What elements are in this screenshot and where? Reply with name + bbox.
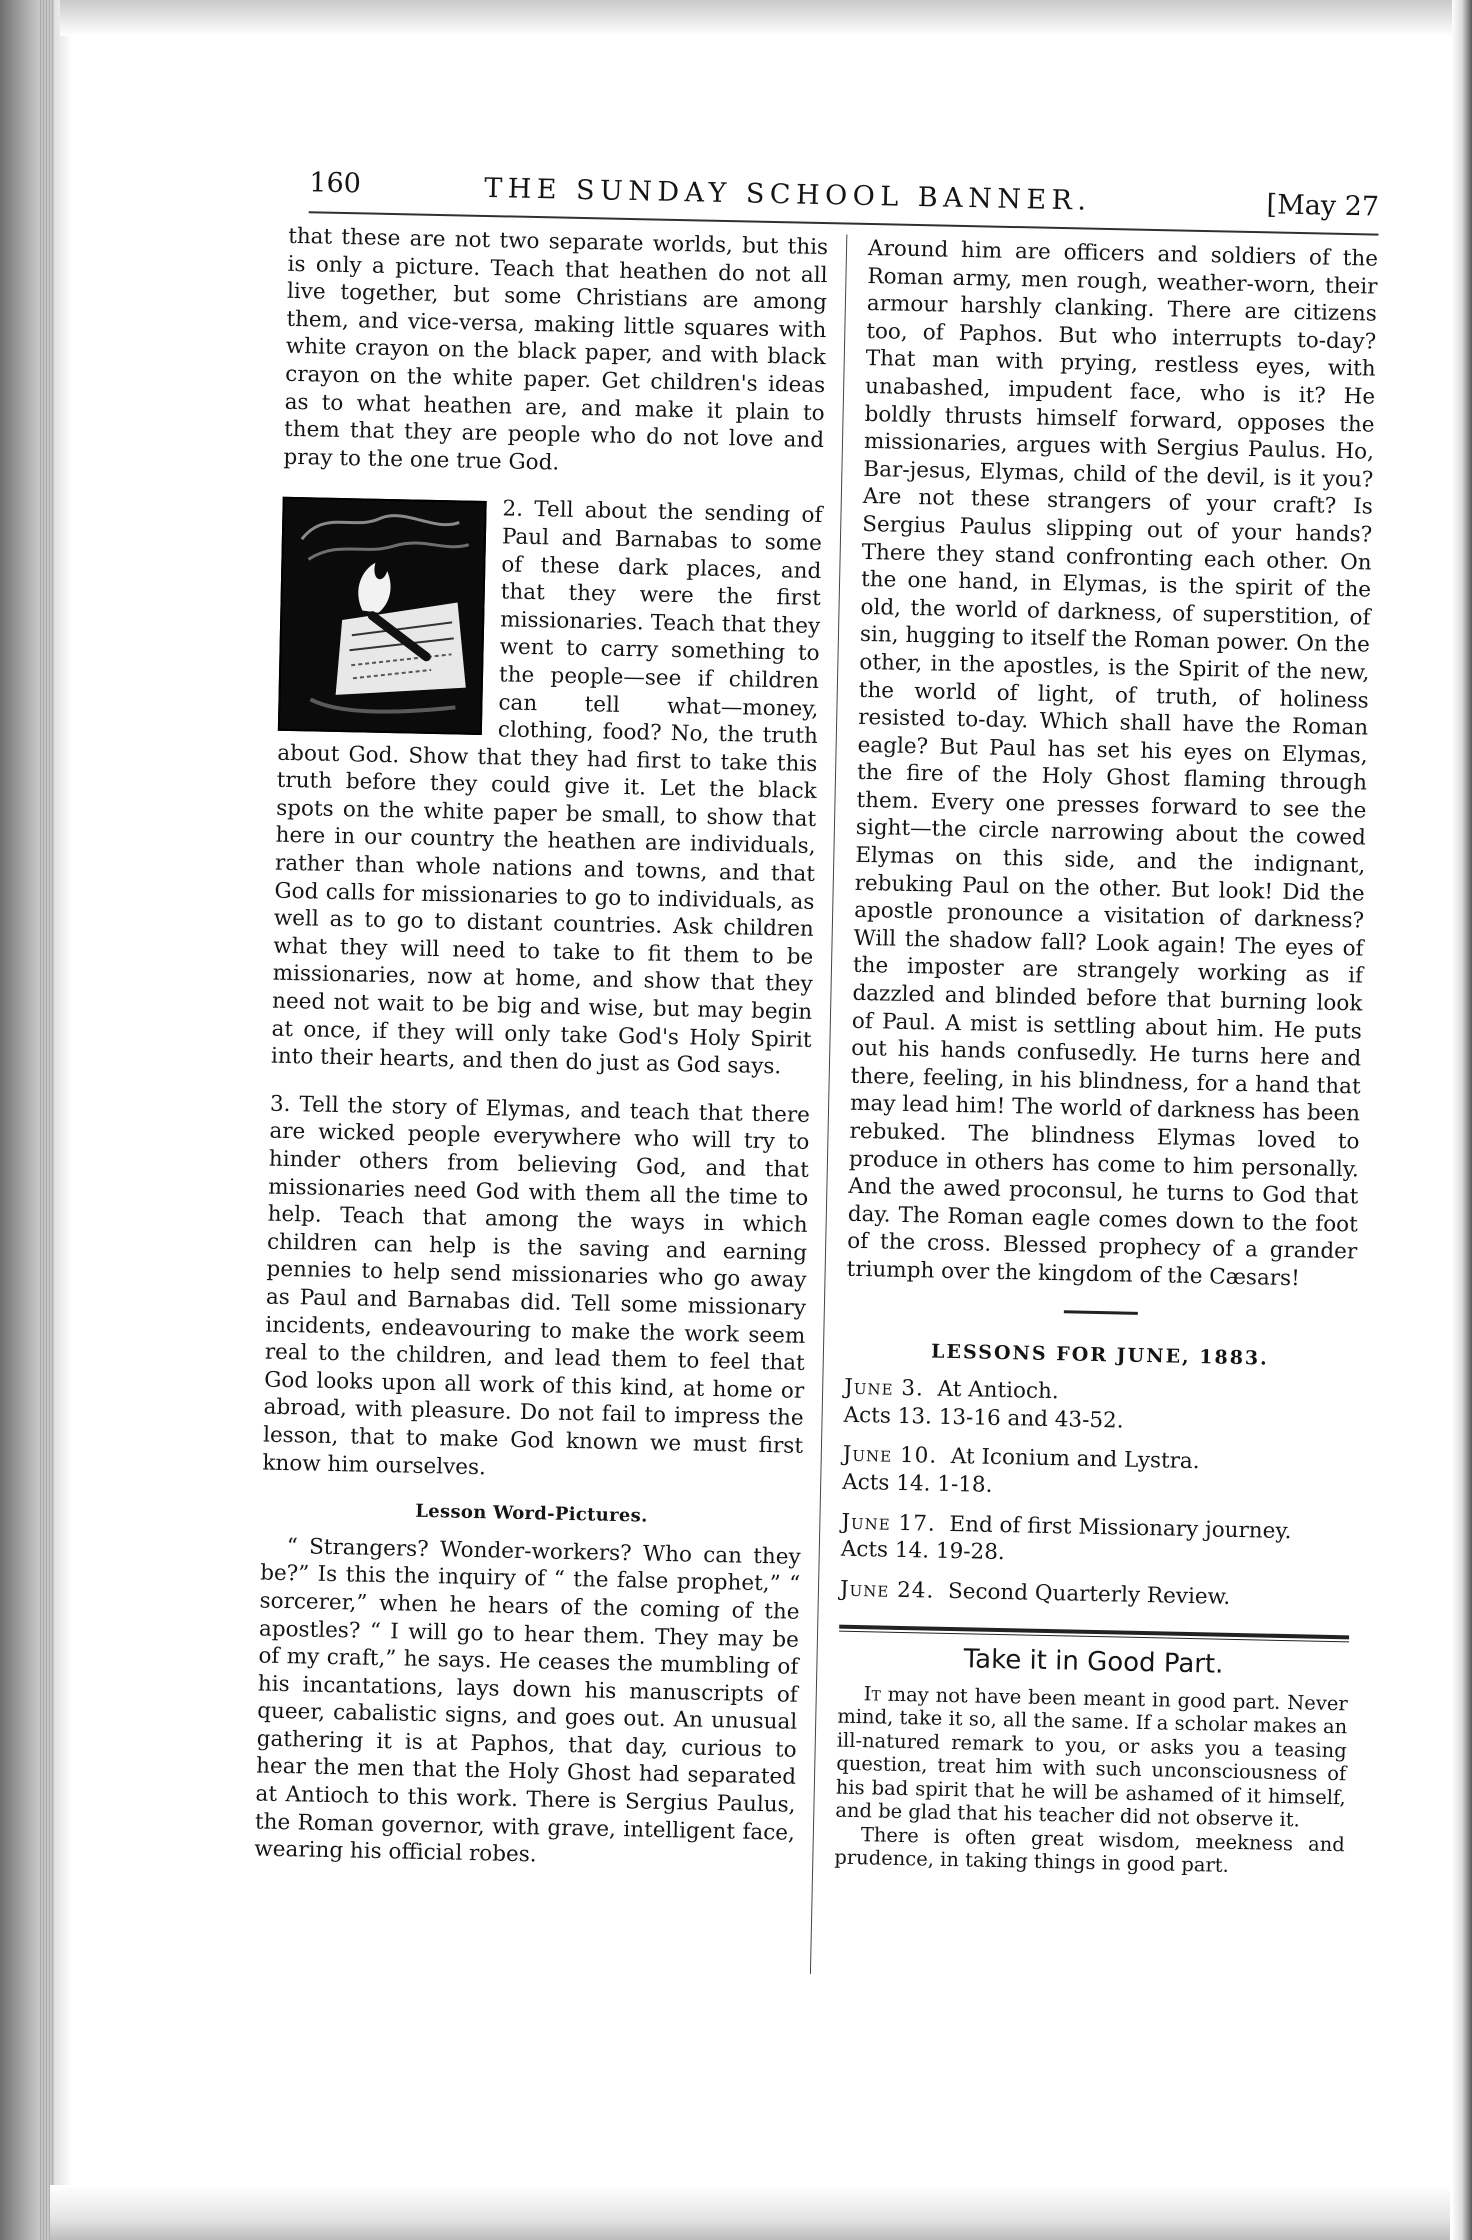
page-stack-edges: [40, 0, 54, 2240]
article-lead-word: It: [863, 1682, 882, 1706]
section-heading-word-pictures: Lesson Word-Pictures.: [415, 1500, 648, 1527]
right-page-edge: [1452, 0, 1472, 2240]
paragraph-heathen-worlds: that these are not two separate worlds, but this is only a picture. Teach that heathen do not all live together, but some Christians are among them, and vice-versa, making little squares with white crayon on the black paper, and with black crayon on the white paper. Get children's ideas as to what heathen are, and make it plain to them that they are people who do not love and pray to the one true God.: [283, 223, 829, 476]
page-number: 160: [309, 167, 362, 200]
lesson-title: At Antioch.: [937, 1376, 1059, 1405]
article-divider: [839, 1625, 1349, 1643]
issue-date: [May 27: [1266, 189, 1380, 223]
lesson-reference: Acts 14. 19-28.: [840, 1536, 1005, 1566]
lesson-entry: [841, 1508, 1352, 1574]
right-column: [834, 235, 1378, 1880]
lesson-reference: Acts 13. 13-16 and 43-52.: [843, 1402, 1124, 1434]
lesson-date: June 24.: [839, 1576, 935, 1604]
printed-page: [210, 150, 1380, 2093]
left-column: [254, 223, 828, 1875]
lesson-date: June 17.: [841, 1509, 937, 1537]
article-paragraph: There is often great wisdom, meekness and prudence, in taking things in good part.: [834, 1823, 1345, 1878]
lesson-title: At Iconium and Lystra.: [950, 1444, 1200, 1475]
periodical-title: THE SUNDAY SCHOOL BANNER.: [483, 172, 1092, 217]
lesson-date: June 3.: [843, 1374, 925, 1402]
section-separator: [1064, 1310, 1138, 1315]
paragraph-strangers: “ Strangers? Wonder-workers? Who can they be?” Is this the inquiry of “ the false prophet,” “ sorcerer,” when he hears of the coming of the apostles? “ I will go to hear them. They may be of my craft,” he says. He ceases the mumbling of his incantations, lays down his manuscripts of queer, cabalistic signs, and goes out. An unusual gathering it is at Paphos, that day, curious to hear the men that the Holy Ghost had separated at Antioch to this work. There is Sergius Paulus, the Roman governor, with grave, intelligent face, wearing his official robes.: [254, 1533, 801, 1868]
burning-scroll-engraving: [280, 499, 485, 733]
woodcut-illustration: [278, 497, 487, 735]
lesson-reference: Acts 14. 1-18.: [841, 1469, 993, 1498]
lesson-entry: [842, 1441, 1353, 1507]
paragraph-sending-of-paul: 2. Tell about the sending of Paul and Barnabas to some of these dark places, and that they were the first missionaries. Teach that they went to carry something to the people—see if children can tell what—money, clothing, food? No, the truth about God. Show that they had first to take this truth before they could give it. Let the black spots on the white paper be small, to show that here in our country the heathen are individuals, rather than whole nations and towns, and that God calls for missionaries to go to individuals, as well as to go to distant countries. Ask children what they will need to take to fit them to be missionaries, now at home, and show that they need not wait to be big and wise, but may begin at once, if they will only take God's Holy Spirit into their hearts, and then do just as God says.: [270, 496, 823, 1080]
lesson-title: Second Quarterly Review.: [947, 1578, 1231, 1610]
lessons-heading: LESSONS FOR JUNE, 1883.: [930, 1340, 1269, 1370]
paragraph-sergius-paulus: Around him are officers and soldiers of the Roman army, men rough, weather-worn, their armour harshly clanking. There are citizens too, of Paphos. But who interrupts to-day? That man with prying, restless eyes, with unabashed, impudent face, who is it? He boldly thrusts himself forward, opposes the missionaries, argues with Sergius Paulus. Ho, Bar-jesus, Elymas, child of the devil, is it you? Are not these strangers of your craft? Is Sergius Paulus slipping out of your hands? There they stand confronting each other. On the one hand, in Elymas, is the spirit of the old, the world of darkness, of superstition, of sin, hugging to itself the Roman power. On the other, in the apostles, is the Spirit of the new, the world of light, of truth, of holiness resisted to-day. Which shall have the Roman eagle? But Paul has set his eyes on Elymas, the fire of the Holy Ghost flaming through them. Every one presses forward to see the sight—the circle narrowing about the cowed Elymas on this side, and the indignant, rebuking Paul on the other. But look! Did the apostle pronounce a visitation of darkness? Will the shadow fall? Look again! The eyes of the imposter are strangely working as if dazzled and blinded before that burning look of Paul. A mist is settling about him. He puts out his hands confusedly. He turns here and there, feeling, in his blindness, for a hand that may lead him! The world of darkness has been rebuked. The blindness Elymas loved to produce in others has come to him personally. And the awed proconsul, he turns to God that day. The Roman eagle comes down to the foot of the cross. Blessed prophecy of a grander triumph over the kingdom of the Cæsars!: [846, 235, 1379, 1292]
bottom-page-shadow: [50, 2185, 1450, 2240]
lesson-title: End of first Missionary journey.: [949, 1511, 1292, 1544]
article-paragraph-text: may not have been meant in good part. Never mind, take it so, all the same. If a scholar makes an ill-natured remark to you, or asks you a teasing question, treat him with such unconsciousness of his bad spirit that he will be ashamed of it himself, and be glad that his teacher did not observe it.: [835, 1682, 1348, 1832]
book-binding-shadow: [0, 0, 72, 2240]
lesson-date: June 10.: [842, 1442, 938, 1470]
top-page-shadow: [60, 0, 1452, 36]
article-paragraph: [835, 1682, 1348, 1834]
paragraph-story-of-elymas: 3. Tell the story of Elymas, and teach that there are wicked people everywhere who will try to hinder others from believing God, and that missionaries need God with them all the time to help. Teach that among the ways in which children can help is the saving and earning pennies to help send missionaries who go away as Paul and Barnabas did. Tell some missionary incidents, endeavouring to make the work seem real to the children, and lead them to feel that God looks upon all work of this kind, at home or abroad, with pleasure. Do not fail to impress the lesson, that to make God known we must first know him ourselves.: [262, 1091, 811, 1480]
lesson-entry: [843, 1374, 1354, 1440]
article-title: Take it in Good Part.: [963, 1644, 1224, 1681]
lesson-entry: [840, 1575, 1350, 1613]
